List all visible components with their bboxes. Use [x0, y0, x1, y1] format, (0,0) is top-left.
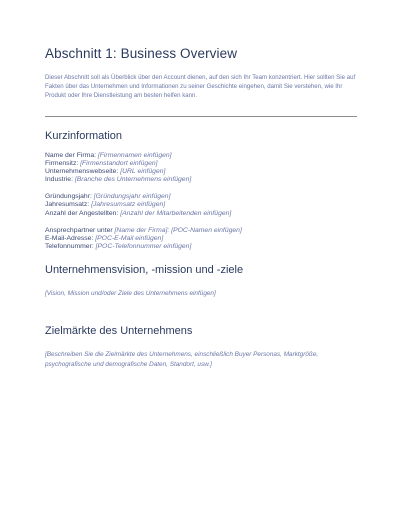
field-placeholder: [Firmennamen einfügen]: [97, 152, 172, 159]
intro-paragraph: Dieser Abschnitt soll als Überblick über den Account dienen, auf den sich Ihr Team konzentriert. Hier sollten Sie auf Fakten über das Unternehmen und Informationen zu seiner Geschichte eingehen, damit Sie verstehen, wie Ihr Produkt oder Ihre Dienstleistung am besten helfen kann.: [45, 74, 356, 99]
field-label: Telefonnummer:: [45, 242, 96, 250]
field-label: Anzahl der Angestellten:: [45, 209, 121, 217]
target-markets-placeholder: [Beschreiben Sie die Zielmärkte des Unternehmens, einschließlich Buyer Personas, Marktgröße, psychografische und demografische Daten, Standort, usw.]: [45, 351, 319, 368]
field-placeholder: [URL einfügen]: [120, 168, 166, 176]
kurzinformation-heading: Kurzinformation: [45, 130, 123, 142]
field-label: Firmensitz:: [45, 160, 81, 168]
target-markets-section: [45, 325, 356, 369]
company-figures-group: [45, 193, 356, 217]
field-placeholder: [Name der Firma]: [POC-Namen einfügen]: [114, 226, 242, 234]
vision-placeholder: [Vision, Mission und/oder Ziele des Unternehmens einfügen]: [45, 289, 216, 297]
field-row-employee-count: [45, 210, 356, 218]
field-row-headquarters: [45, 160, 356, 168]
field-label: Industrie:: [45, 176, 75, 184]
field-label: Unternehmenswebseite:: [45, 168, 121, 176]
field-label: Name der Firma:: [45, 152, 98, 159]
section-divider: [45, 116, 357, 117]
field-row-industry: [45, 176, 356, 184]
field-placeholder: [Firmenstandort einfügen]: [80, 160, 158, 168]
field-placeholder: [Anzahl der Mitarbeitenden einfügen]: [120, 209, 232, 217]
field-placeholder: [Jahresumsatz einfügen]: [91, 201, 166, 209]
field-label: Ansprechpartner unter: [45, 226, 115, 234]
field-row-founding-year: [45, 193, 356, 201]
field-label: E-Mail-Adresse:: [45, 234, 96, 242]
field-placeholder: [Branche des Unternehmens einfügen]: [74, 176, 192, 184]
vision-heading: Unternehmensvision, -mission und -ziele: [45, 263, 244, 276]
field-row-website: [45, 168, 356, 176]
field-row-company-name: [45, 152, 356, 160]
vision-section: [45, 264, 356, 298]
field-row-phone: [45, 243, 356, 251]
field-placeholder: [POC-Telefonnummer einfügen]: [95, 242, 192, 250]
field-row-annual-revenue: [45, 201, 356, 209]
field-row-contact-person: [45, 227, 356, 235]
kurzinformation-section: [45, 130, 356, 251]
field-placeholder: [POC-E-Mail einfügen]: [95, 234, 164, 242]
field-label: Gründungsjahr:: [45, 193, 94, 201]
field-label: Jahresumsatz:: [45, 201, 92, 209]
company-basics-group: [45, 152, 356, 184]
contact-group: [45, 227, 356, 251]
page-title: Abschnitt 1: Business Overview: [45, 46, 238, 61]
field-row-email: [45, 235, 356, 243]
field-placeholder: [Gründungsjahr einfügen]: [93, 193, 171, 201]
target-markets-heading: Zielmärkte des Unternehmens: [45, 325, 193, 338]
